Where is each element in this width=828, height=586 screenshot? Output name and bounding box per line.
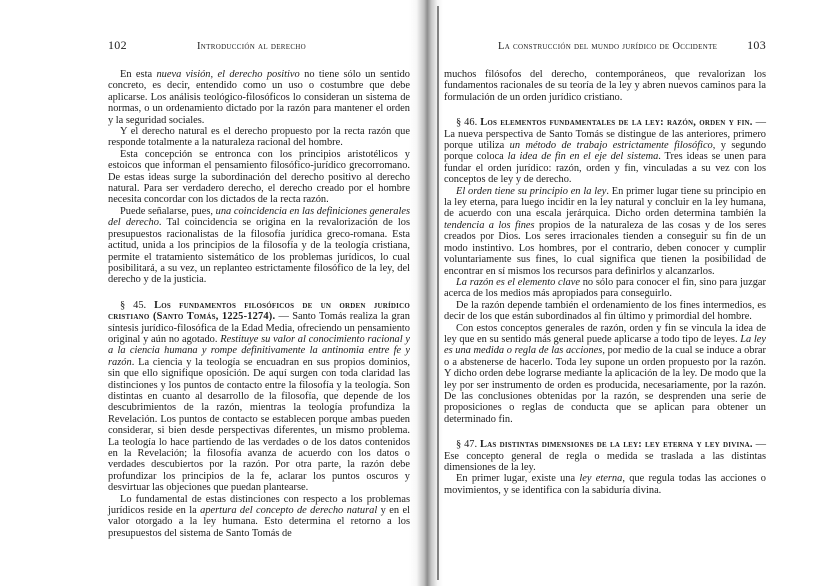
left-page-number: 102	[108, 38, 127, 52]
section-heading: Los fundamentos filosóficos de un orden jurídico cristiano (Santo Tomás, 1225-1274).	[108, 299, 410, 323]
paragraph: El orden tiene su principio en la ley. En primer lugar tiene su principio en la ley eterna, para luego incidir en la ley natural y concluir en la ley humana, de acuerdo con una escala jerárquica. Dicho orden determina también la tendencia a los fines propios de la naturaleza de las cosas y de los seres creados por Dios. Los seres irracionales tienden a conseguir su fin de un modo instintivo. Los hombres, por el contrario, deben conocer y cumplir voluntariamente sus fines, lo cual significa que tienen la posibilidad de encontrar en sí mismos los recursos para definirlos y alcanzarlos.	[444, 185, 766, 277]
paragraph: Esta concepción se entronca con los principios aristotélicos y estoicos que informan el pensamiento filosófico-jurídico grecorromano. De estas ideas surge la subordinación del derecho positivo al derecho natural. Para ser verdadero derecho, el derecho creado por el hombre necesita concordar con los dictados de la recta razón.	[108, 148, 410, 206]
section-45: § 45. Los fundamentos filosóficos de un orden jurídico cristiano (Santo Tomás, 1225-1274). — Santo Tomás realiza la gran síntesis jurídico-filosófica de la Edad Media, ofreciendo un pensamiento original y aún no agotado. Restituye su valor al conocimiento racional y a la ciencia humana y rompe definitivamente la antinomia entre fe y razón. La ciencia y la teología se encuadran en sus propios dominios, sin que ello signifique oposición. De aquí surgen con toda claridad las distinciones y los puntos de contacto entre la filosofía y la teología. Son distintas en cuanto al desarrollo de la filosofía, que depende de los descubrimientos de la razón, mientras la teología profundiza la Revelación. Los puntos de contacto se establecen porque ambas pueden considerar, si bien desde perspectivas diferentes, un mismo problema. La teología lo hace partiendo de las verdades o de los datos contenidos en la Revelación; la filosofía avanza de acuerdo con los datos o verdades descubiertos por la razón. Por otra parte, la razón debe profundizar los principios de la fe, aclarar los puntos oscuros y desvirtuar las objeciones que puedan plantearse.	[108, 299, 410, 494]
section-number: § 45.	[120, 299, 147, 311]
section-heading: Los elementos fundamentales de la ley: razón, orden y fin.	[480, 117, 753, 129]
paragraph: Con estos conceptos generales de razón, orden y fin se vincula la idea de ley que en su sentido más general puede aplicarse a todo tipo de leyes. La ley es una medida o regla de las acciones, por medio de la cual se induce a obrar o a abstenerse de hacerlo. Toda ley supone un orden propuesto por la razón. Y dicho orden debe lograrse mediante la aplicación de la ley. De modo que la ley por ser instrumento de orden es producida, necesariamente, por la razón. De las conclusiones obtenidas por la razón, se desprenden una serie de proposiciones o reglas de conducta que se aplican para obtener un determinado fin.	[444, 322, 766, 425]
left-running-title: Introducción al derecho	[197, 41, 306, 52]
paragraph: En primer lugar, existe una ley eterna, que regula todas las acciones o movimientos, y se identifica con la sabiduría divina.	[444, 473, 766, 496]
paragraph: La razón es el elemento clave no sólo para conocer el fin, sino para juzgar acerca de los medios más apropiados para conseguirlo.	[444, 276, 767, 300]
right-body-text	[444, 69, 766, 496]
right-running-head	[444, 38, 766, 53]
section-47: § 47. Las distintas dimensiones de la ley: ley eterna y ley divina. — Ese concepto general de regla o medida se traslada a las distintas dimensiones de la ley.	[444, 439, 766, 473]
paragraph: En esta nueva visión, el derecho positivo no tiene sólo un sentido concreto, es decir, entendido como un uso o costumbre que debe aplicarse. Los análisis teológico-filosóficos lo consideran un sistema de normas, o un ordenamiento dictado por la razón para mantener el orden y la seguridad sociales.	[108, 69, 410, 126]
right-page-number: 103	[747, 38, 766, 52]
paragraph: Puede señalarse, pues, una coincidencia en las definiciones generales del derecho. Tal coincidencia se origina en la revalorización de los presupuestos racionalistas de la filosofía jurídica greco-romana. Esta actitud, unida a los principios de la filosofía y de la teología cristiana, permite el tratamiento sistemático de los problemas jurídicos, lo cual posibilitará, a su vez, un replanteo estrictamente filosófico de la ley, del derecho y de la justicia.	[108, 205, 410, 286]
section-46: § 46. Los elementos fundamentales de la ley: razón, orden y fin. — La nueva perspectiva de Santo Tomás se distingue de las anteriores, primero porque utiliza un método de trabajo estrictamente filosófico, y segundo porque coloca la idea de fin en el eje del sistema. Tres ideas se unen para fundar el orden jurídico: razón, orden y fin, vinculadas a su vez con los conceptos de ley y de derecho.	[444, 117, 767, 186]
right-running-title: La construcción del mundo jurídico de Occidente	[498, 41, 718, 52]
section-heading: Las distintas dimensiones de la ley: ley eterna y ley divina.	[480, 439, 753, 451]
paragraph: Lo fundamental de estas distinciones con respecto a los problemas jurídicos reside en la apertura del concepto de derecho natural y en el valor otorgado a la ley humana. Esto determina el retorno a los presupuestos del sistema de Santo Tomás de	[108, 493, 411, 539]
paragraph: muchos filósofos del derecho, contemporáneos, que revalorizan los fundamentos racionales de su teoría de la ley y abren nuevos caminos para la formulación de un orden jurídico cristiano.	[444, 69, 766, 103]
paragraph: De la razón depende también el ordenamiento de los fines intermedios, es decir de los que están subordinados al fin último y primordial del hombre.	[444, 299, 766, 323]
left-body-text	[108, 69, 410, 539]
paragraph: Y el derecho natural es el derecho propuesto por la recta razón que responde totalmente a la naturaleza racional del hombre.	[108, 126, 410, 149]
left-running-head	[108, 38, 410, 53]
right-page	[424, 0, 828, 586]
section-number: § 47.	[456, 439, 478, 451]
section-number: § 46.	[456, 117, 478, 129]
